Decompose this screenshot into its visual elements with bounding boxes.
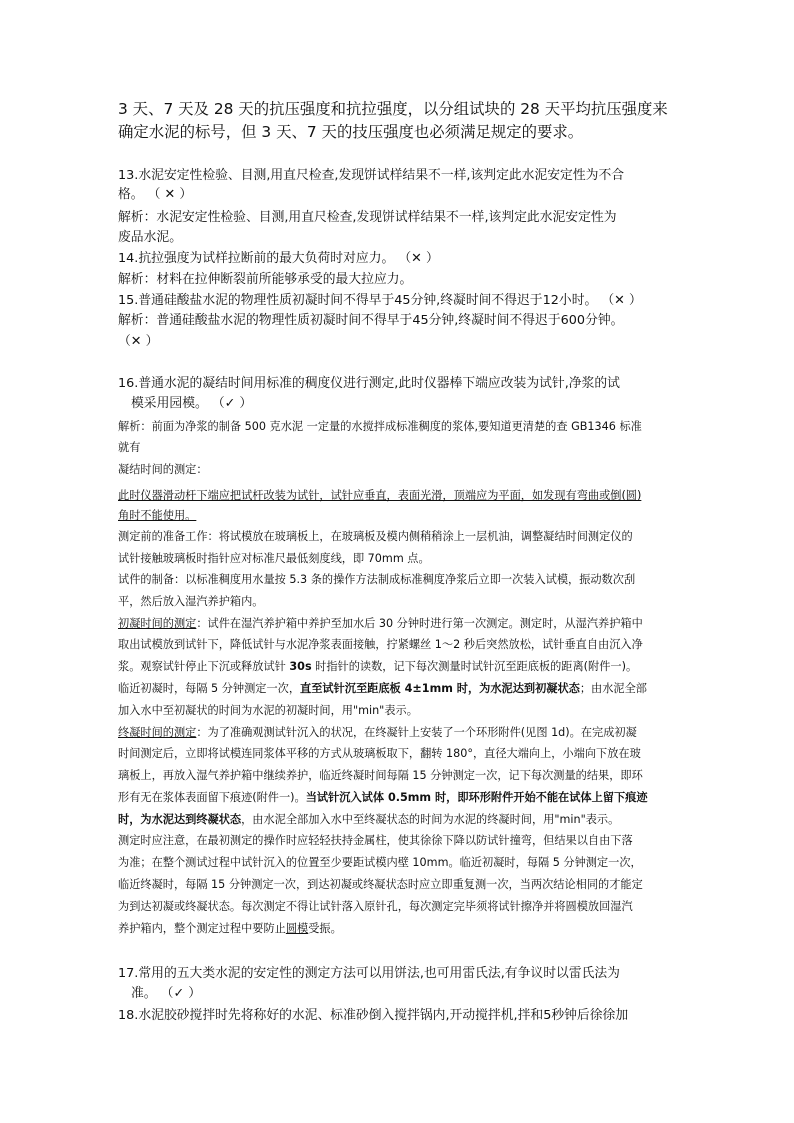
preparation-text-cont: 试针接触玻璃板时指针应对标准尺最低刻度线，即 70mm 点。 bbox=[118, 552, 430, 565]
final-setting-line: 璃板上，再放入湿气养护箱中继续养护，临近终凝时间每隔 15 分钟测定一次，记下每次测量的结果，即环 bbox=[118, 769, 643, 782]
q15-analysis: 解析：普通硅酸盐水泥的物理性质初凝时间不得早于45分钟,终凝时间不得迟于600分钟。 bbox=[118, 313, 624, 328]
q16-analysis-line: 就有 bbox=[118, 441, 141, 454]
q13-text: 13.水泥安定性检验、目测,用直尺检查,发现饼试样结果不一样,该判定此水泥安定性为不合 bbox=[118, 168, 625, 183]
q17-text: 17.常用的五大类水泥的安定性的测定方法可以用饼法,也可用雷氏法,有争议时以雷氏法为 bbox=[118, 966, 620, 981]
q14-analysis: 解析：材料在拉伸断裂前所能够承受的最大拉应力。 bbox=[118, 272, 413, 287]
initial-setting-heading: 初凝时间的测定 bbox=[118, 617, 197, 630]
q15-analysis-answer: （✕ ） bbox=[118, 334, 159, 349]
initial-setting-line: 加入水中至初凝状的时间为水泥的初凝时间，用"min"表示。 bbox=[118, 704, 418, 717]
needle-requirement-cont: 角时不能使用。 bbox=[118, 509, 197, 522]
text-run: 临近初凝时，每隔 5 分钟测定一次， bbox=[118, 682, 301, 695]
initial-setting-line bbox=[118, 680, 647, 696]
notes-line: 临近终凝时，每隔 15 分钟测定一次，到达初凝或终凝状态时应立即重复测一次，当两次结论相同的才能定 bbox=[118, 878, 643, 891]
q16-analysis: 解析：前面为净浆的制备 500 克水泥 一定量的水搅拌成标准稠度的浆体,要知道更清楚的查 GB1346 标准 bbox=[118, 420, 642, 433]
final-setting-line bbox=[118, 789, 648, 805]
final-setting-line: 时间测定后，立即将试模连同浆体平移的方式从玻璃板取下，翻转 180°，直径大端向上，小端向下放在玻 bbox=[118, 747, 641, 760]
q13-answer: 格。 （ ✕ ） bbox=[118, 187, 193, 202]
text-run: 时指针的读数，记下每次测量时试针沉至距底板的距离(附件一)。 bbox=[311, 660, 638, 673]
text-run: 受振。 bbox=[308, 922, 342, 935]
intro-line-1: 3 天、7 天及 28 天的抗压强度和抗拉强度，以分组试块的 28 天平均抗压强度来 bbox=[118, 100, 668, 118]
q13-analysis-cont: 废品水泥。 bbox=[118, 230, 182, 245]
initial-setting-line bbox=[118, 658, 637, 674]
text-run: 浆。观察试针停止下沉或释放试针 bbox=[118, 660, 290, 673]
q17-answer: 准。 （✓ ） bbox=[131, 986, 202, 1001]
preparation-text: 测定前的准备工作：将试模放在玻璃板上，在玻璃板及模内侧稍稍涂上一层机油，调整凝结时间测定仪的 bbox=[118, 530, 633, 543]
initial-setting-text: ：试件在湿汽养护箱中养护至加水后 30 分钟时进行第一次测定。测定时，从湿汽养护箱中 bbox=[196, 617, 643, 630]
final-setting-line bbox=[118, 811, 619, 827]
q14-text: 14.抗拉强度为试样拉断前的最大负荷时对应力。 （✕ ） bbox=[118, 251, 439, 266]
text-run: 养护箱内，整个测定过程中要防止 bbox=[118, 922, 286, 935]
final-setting-heading: 终凝时间的测定 bbox=[118, 726, 197, 739]
initial-setting-line: 取出试模放到试针下，降低试针与水泥净浆表面接触，拧紧螺丝 1～2 秒后突然放松，试针垂直自由沉入净 bbox=[118, 638, 643, 651]
final-setting-text: ：为了准确观测试针沉入的状况，在终凝针上安装了一个环形附件(见图 1d)。在完成初凝 bbox=[196, 726, 637, 739]
bold-text-run: 30s bbox=[289, 660, 312, 673]
specimen-preparation-cont: 平，然后放入湿汽养护箱内。 bbox=[118, 595, 264, 608]
bold-text-run: 当试针沉入试体 0.5mm 时，即环形附件开始不能在试体上留下痕迹 bbox=[305, 791, 648, 804]
initial-setting-paragraph bbox=[118, 615, 643, 631]
q15-text: 15.普通硅酸盐水泥的物理性质初凝时间不得早于45分钟,终凝时间不得迟于12小时。 （✕ ） bbox=[118, 293, 642, 308]
specimen-preparation: 试件的制备：以标准稠度用水量按 5.3 条的操作方法制成标准稠度净浆后立即一次装入试模，振动数次刮 bbox=[118, 573, 636, 586]
notes-line: 为准；在整个测试过程中试针沉入的位置至少要距试模内壁 10mm。临近初凝时，每隔 5 分钟测定一次， bbox=[118, 856, 642, 869]
final-setting-paragraph bbox=[118, 724, 637, 740]
bold-text-run: 直至试针沉至距底板 4±1mm 时，为水泥达到初凝状态 bbox=[300, 682, 580, 695]
q13-analysis: 解析：水泥安定性检验、目测,用直尺检查,发现饼试样结果不一样,该判定此水泥安定性为 bbox=[118, 210, 617, 225]
text-run: 形有无在浆体表面留下痕迹(附件一)。 bbox=[118, 791, 306, 804]
notes-line bbox=[118, 920, 342, 936]
text-run: ，由水泥全部加入水中至终凝状态的时间为水泥的终凝时间，用"min"表示。 bbox=[241, 813, 620, 826]
section-heading-setting-time: 凝结时间的测定： bbox=[118, 463, 208, 476]
q16-answer: 模采用园模。 （✓ ） bbox=[131, 396, 253, 411]
underlined-text-run: 圆模 bbox=[285, 922, 309, 935]
notes-line: 为到达初凝或终凝状态。每次测定不得让试针落入原针孔，每次测定完毕须将试针擦净并将圆模放回湿汽 bbox=[118, 900, 633, 913]
needle-requirement: 此时仪器滑动杆下端应把试杆改装为试针，试针应垂直，表面光滑，顶端应为平面，如发现有弯曲或倒(圆) bbox=[118, 489, 642, 502]
text-run: ；由水泥全部 bbox=[579, 682, 647, 695]
notes-line: 测定时应注意，在最初测定的操作时应轻轻扶持金属柱，使其徐徐下降以防试针撞弯，但结果以自由下落 bbox=[118, 834, 633, 847]
q16-text: 16.普通水泥的凝结时间用标准的稠度仪进行测定,此时仪器棒下端应改装为试针,净浆的试 bbox=[118, 376, 620, 391]
bold-text-run: 时，为水泥达到终凝状态 bbox=[118, 813, 242, 826]
q18-text: 18.水泥胶砂搅拌时先将称好的水泥、标准砂倒入搅拌锅内,开动搅拌机,拌和5秒钟后徐徐加 bbox=[118, 1008, 629, 1023]
intro-line-2: 确定水泥的标号，但 3 天、7 天的技压强度也必须满足规定的要求。 bbox=[118, 123, 584, 141]
